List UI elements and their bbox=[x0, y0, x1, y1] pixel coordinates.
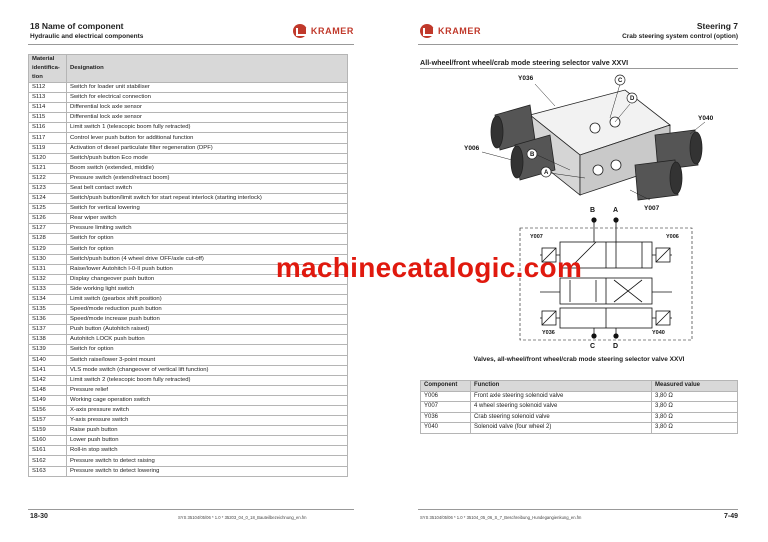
section-title: All-wheel/front wheel/crab mode steering selector valve XXVI bbox=[420, 58, 629, 67]
kramer-logo-icon bbox=[420, 24, 434, 38]
material-id-cell: S141 bbox=[29, 365, 67, 375]
right-footer-rule bbox=[418, 509, 738, 510]
left-header-rule bbox=[28, 44, 354, 45]
designation-cell: Switch/push button/limit switch for start repeat interlock (starting interlock) bbox=[67, 194, 348, 204]
designation-cell: Working cage operation switch bbox=[67, 395, 348, 405]
table-row bbox=[29, 315, 348, 325]
table-row bbox=[29, 426, 348, 436]
designation-cell: X-axis pressure switch bbox=[67, 406, 348, 416]
designation-cell: Switch for vertical lowering bbox=[67, 204, 348, 214]
material-id-cell: S148 bbox=[29, 385, 67, 395]
material-id-cell: S136 bbox=[29, 315, 67, 325]
measured-value-cell: 3,80 Ω bbox=[652, 391, 738, 402]
left-footer-code: SYS 35104/05/06 * 1.0 * 35203_04_0_18_Bauteilbezeichnung_en.fm bbox=[178, 515, 307, 520]
right-footer-code: SYS 35104/05/06 * 1.0 * 35104_05_06_S_7_Beschreibung_Hundegangienkung_en.fm bbox=[420, 515, 582, 520]
designation-cell: Switch/push button Eco mode bbox=[67, 153, 348, 163]
material-id-cell: S119 bbox=[29, 143, 67, 153]
designation-cell: Limit switch (gearbox shift position) bbox=[67, 294, 348, 304]
table-row bbox=[29, 395, 348, 405]
table-row bbox=[29, 406, 348, 416]
valve-table-header bbox=[421, 381, 738, 392]
table-row bbox=[29, 143, 348, 153]
schematic-y040: Y040 bbox=[652, 330, 665, 336]
designation-cell: Pressure limiting switch bbox=[67, 224, 348, 234]
label-c: C bbox=[618, 78, 623, 84]
table-row bbox=[29, 224, 348, 234]
designation-cell: Activation of diesel particulate filter regeneration (DPF) bbox=[67, 143, 348, 153]
valve-diagram bbox=[420, 70, 738, 350]
designation-cell: Control lever push button for additional function bbox=[67, 133, 348, 143]
material-id-cell: S117 bbox=[29, 133, 67, 143]
kramer-logo bbox=[293, 24, 354, 38]
designation-cell: Display changeover push button bbox=[67, 274, 348, 284]
right-header-subtitle: Crab steering system control (option) bbox=[622, 33, 738, 40]
material-id-cell: S132 bbox=[29, 274, 67, 284]
header-measured-value: Measured value bbox=[652, 381, 738, 392]
table-row bbox=[29, 416, 348, 426]
material-id-cell: S161 bbox=[29, 446, 67, 456]
schematic-y006: Y006 bbox=[666, 234, 679, 240]
table-row bbox=[29, 466, 348, 476]
designation-cell: VLS mode switch (changeover of vertical lift function) bbox=[67, 365, 348, 375]
solenoid-coil-y007 bbox=[635, 160, 682, 200]
right-header-title: Steering 7 bbox=[696, 21, 738, 31]
left-header bbox=[30, 21, 143, 41]
header-component: Component bbox=[421, 381, 471, 392]
table-row bbox=[29, 456, 348, 466]
designation-cell: Switch for electrical connection bbox=[67, 93, 348, 103]
material-id-cell: S122 bbox=[29, 173, 67, 183]
component-cell: Y040 bbox=[421, 423, 471, 434]
function-cell: Front axle steering solenoid valve bbox=[471, 391, 652, 402]
designation-cell: Switch for option bbox=[67, 345, 348, 355]
table-row bbox=[29, 325, 348, 335]
material-id-cell: S159 bbox=[29, 426, 67, 436]
designation-cell: Switch/push button (4 wheel drive OFF/axle cut-off) bbox=[67, 254, 348, 264]
table-row bbox=[29, 93, 348, 103]
material-id-cell: S126 bbox=[29, 214, 67, 224]
material-id-cell: S140 bbox=[29, 355, 67, 365]
designation-cell: Speed/mode reduction push button bbox=[67, 305, 348, 315]
material-id-cell: S138 bbox=[29, 335, 67, 345]
material-id-cell: S125 bbox=[29, 204, 67, 214]
designation-cell: Raise push button bbox=[67, 426, 348, 436]
table-row bbox=[29, 183, 348, 193]
schematic-y007: Y007 bbox=[530, 234, 543, 240]
section-rule bbox=[420, 68, 738, 69]
material-id-cell: S157 bbox=[29, 416, 67, 426]
schematic-port-b: B bbox=[590, 207, 596, 214]
watermark-text: machinecatalogic.com bbox=[275, 252, 583, 283]
measured-value-cell: 3,80 Ω bbox=[652, 402, 738, 413]
table-row bbox=[29, 305, 348, 315]
designation-cell: Pressure switch (extend/retract boom) bbox=[67, 173, 348, 183]
watermark bbox=[0, 252, 768, 284]
designation-cell: Lower push button bbox=[67, 436, 348, 446]
designation-cell: Switch for option bbox=[67, 244, 348, 254]
designation-cell: Y-axis pressure switch bbox=[67, 416, 348, 426]
table-row bbox=[29, 436, 348, 446]
material-id-cell: S121 bbox=[29, 163, 67, 173]
material-id-cell: S113 bbox=[29, 93, 67, 103]
table-row bbox=[29, 113, 348, 123]
material-id-cell: S135 bbox=[29, 305, 67, 315]
schematic-y036: Y036 bbox=[542, 330, 555, 336]
valve-table bbox=[420, 380, 738, 434]
label-y007: Y007 bbox=[644, 205, 660, 212]
designation-cell: Roll-in stop switch bbox=[67, 446, 348, 456]
table-row bbox=[29, 375, 348, 385]
designation-cell: Differential lock axle sensor bbox=[67, 103, 348, 113]
material-id-cell: S114 bbox=[29, 103, 67, 113]
designation-cell: Seat belt contact switch bbox=[67, 183, 348, 193]
label-d: D bbox=[630, 96, 635, 102]
material-id-cell: S163 bbox=[29, 466, 67, 476]
table-row bbox=[29, 133, 348, 143]
table-row bbox=[29, 123, 348, 133]
label-b: B bbox=[530, 152, 535, 158]
function-cell: 4 wheel steering solenoid valve bbox=[471, 402, 652, 413]
material-id-cell: S162 bbox=[29, 456, 67, 466]
table-row bbox=[421, 423, 738, 434]
figure-caption: Valves, all-wheel/front wheel/crab mode steering selector valve XXVI bbox=[473, 356, 685, 363]
label-a: A bbox=[544, 170, 549, 176]
designation-cell: Pressure switch to detect lowering bbox=[67, 466, 348, 476]
left-footer-rule bbox=[28, 509, 354, 510]
left-header-title: 18 Name of component bbox=[30, 21, 124, 31]
valve-block-illustration bbox=[482, 84, 705, 200]
kramer-logo-icon bbox=[293, 24, 307, 38]
table-row bbox=[29, 163, 348, 173]
designation-cell: Autohitch LOCK push button bbox=[67, 335, 348, 345]
left-header-subtitle: Hydraulic and electrical components bbox=[30, 33, 144, 40]
table-row bbox=[29, 355, 348, 365]
material-id-cell: S128 bbox=[29, 234, 67, 244]
table-row bbox=[29, 385, 348, 395]
material-id-cell: S130 bbox=[29, 254, 67, 264]
designation-cell: Limit switch 2 (telescopic boom fully retracted) bbox=[67, 375, 348, 385]
schematic-port-c: C bbox=[590, 343, 596, 350]
designation-cell: Raise/lower Autohitch I-0-II push button bbox=[67, 264, 348, 274]
designation-cell: Rear wiper switch bbox=[67, 214, 348, 224]
material-id-cell: S120 bbox=[29, 153, 67, 163]
material-id-cell: S160 bbox=[29, 436, 67, 446]
table-row bbox=[29, 365, 348, 375]
left-page-number: 18-30 bbox=[30, 513, 48, 520]
material-id-cell: S115 bbox=[29, 113, 67, 123]
function-cell: Solenoid valve (four wheel 2) bbox=[471, 423, 652, 434]
measured-value-cell: 3,80 Ω bbox=[652, 412, 738, 423]
material-id-cell: S131 bbox=[29, 264, 67, 274]
material-id-cell: S133 bbox=[29, 284, 67, 294]
schematic-port-d: D bbox=[613, 343, 619, 350]
material-id-cell: S127 bbox=[29, 224, 67, 234]
designation-cell: Push button (Autohitch raised) bbox=[67, 325, 348, 335]
table-row bbox=[29, 153, 348, 163]
header-designation: Designation bbox=[67, 55, 348, 83]
designation-cell: Boom switch (extended, middle) bbox=[67, 163, 348, 173]
table-row bbox=[29, 284, 348, 294]
material-id-cell: S129 bbox=[29, 244, 67, 254]
material-id-cell: S112 bbox=[29, 83, 67, 93]
table-row bbox=[29, 103, 348, 113]
material-id-cell: S142 bbox=[29, 375, 67, 385]
designation-cell: Switch for option bbox=[67, 234, 348, 244]
table-row bbox=[29, 214, 348, 224]
designation-cell: Pressure relief bbox=[67, 385, 348, 395]
right-header-rule bbox=[418, 44, 738, 45]
label-y036: Y036 bbox=[518, 75, 534, 82]
component-cell: Y007 bbox=[421, 402, 471, 413]
table-row bbox=[29, 204, 348, 214]
component-cell: Y006 bbox=[421, 391, 471, 402]
header-function: Function bbox=[471, 381, 652, 392]
designation-cell: Differential lock axle sensor bbox=[67, 113, 348, 123]
table-row bbox=[421, 391, 738, 402]
material-id-cell: S149 bbox=[29, 395, 67, 405]
schematic-port-a: A bbox=[613, 207, 619, 214]
table-row bbox=[421, 402, 738, 413]
material-id-cell: S124 bbox=[29, 194, 67, 204]
table-row bbox=[421, 412, 738, 423]
kramer-logo bbox=[420, 24, 481, 38]
table-row bbox=[29, 335, 348, 345]
designation-cell: Switch raise/lower 3-point mount bbox=[67, 355, 348, 365]
table-row bbox=[29, 194, 348, 204]
kramer-logo-text: KRAMER bbox=[310, 26, 354, 36]
material-id-cell: S137 bbox=[29, 325, 67, 335]
table-row bbox=[29, 446, 348, 456]
table-row bbox=[29, 345, 348, 355]
material-id-cell: S134 bbox=[29, 294, 67, 304]
table-row bbox=[29, 234, 348, 244]
measured-value-cell: 3,80 Ω bbox=[652, 423, 738, 434]
table-row bbox=[29, 294, 348, 304]
kramer-logo-text: KRAMER bbox=[438, 26, 482, 36]
component-cell: Y036 bbox=[421, 412, 471, 423]
function-cell: Crab steering solenoid valve bbox=[471, 412, 652, 423]
label-y040: Y040 bbox=[698, 115, 714, 122]
designation-cell: Side working light switch bbox=[67, 284, 348, 294]
component-table-header bbox=[29, 55, 348, 83]
material-id-cell: S116 bbox=[29, 123, 67, 133]
designation-cell: Speed/mode increase push button bbox=[67, 315, 348, 325]
designation-cell: Switch for loader unit stabiliser bbox=[67, 83, 348, 93]
designation-cell: Pressure switch to detect raising bbox=[67, 456, 348, 466]
label-y006: Y006 bbox=[464, 145, 480, 152]
right-header bbox=[622, 21, 738, 41]
right-page-number: 7-49 bbox=[723, 513, 738, 520]
material-id-cell: S156 bbox=[29, 406, 67, 416]
material-id-cell: S139 bbox=[29, 345, 67, 355]
table-row bbox=[29, 83, 348, 93]
header-material-id: Material identifica-tion bbox=[29, 55, 67, 83]
material-id-cell: S123 bbox=[29, 183, 67, 193]
table-row bbox=[29, 173, 348, 183]
designation-cell: Limit switch 1 (telescopic boom fully retracted) bbox=[67, 123, 348, 133]
